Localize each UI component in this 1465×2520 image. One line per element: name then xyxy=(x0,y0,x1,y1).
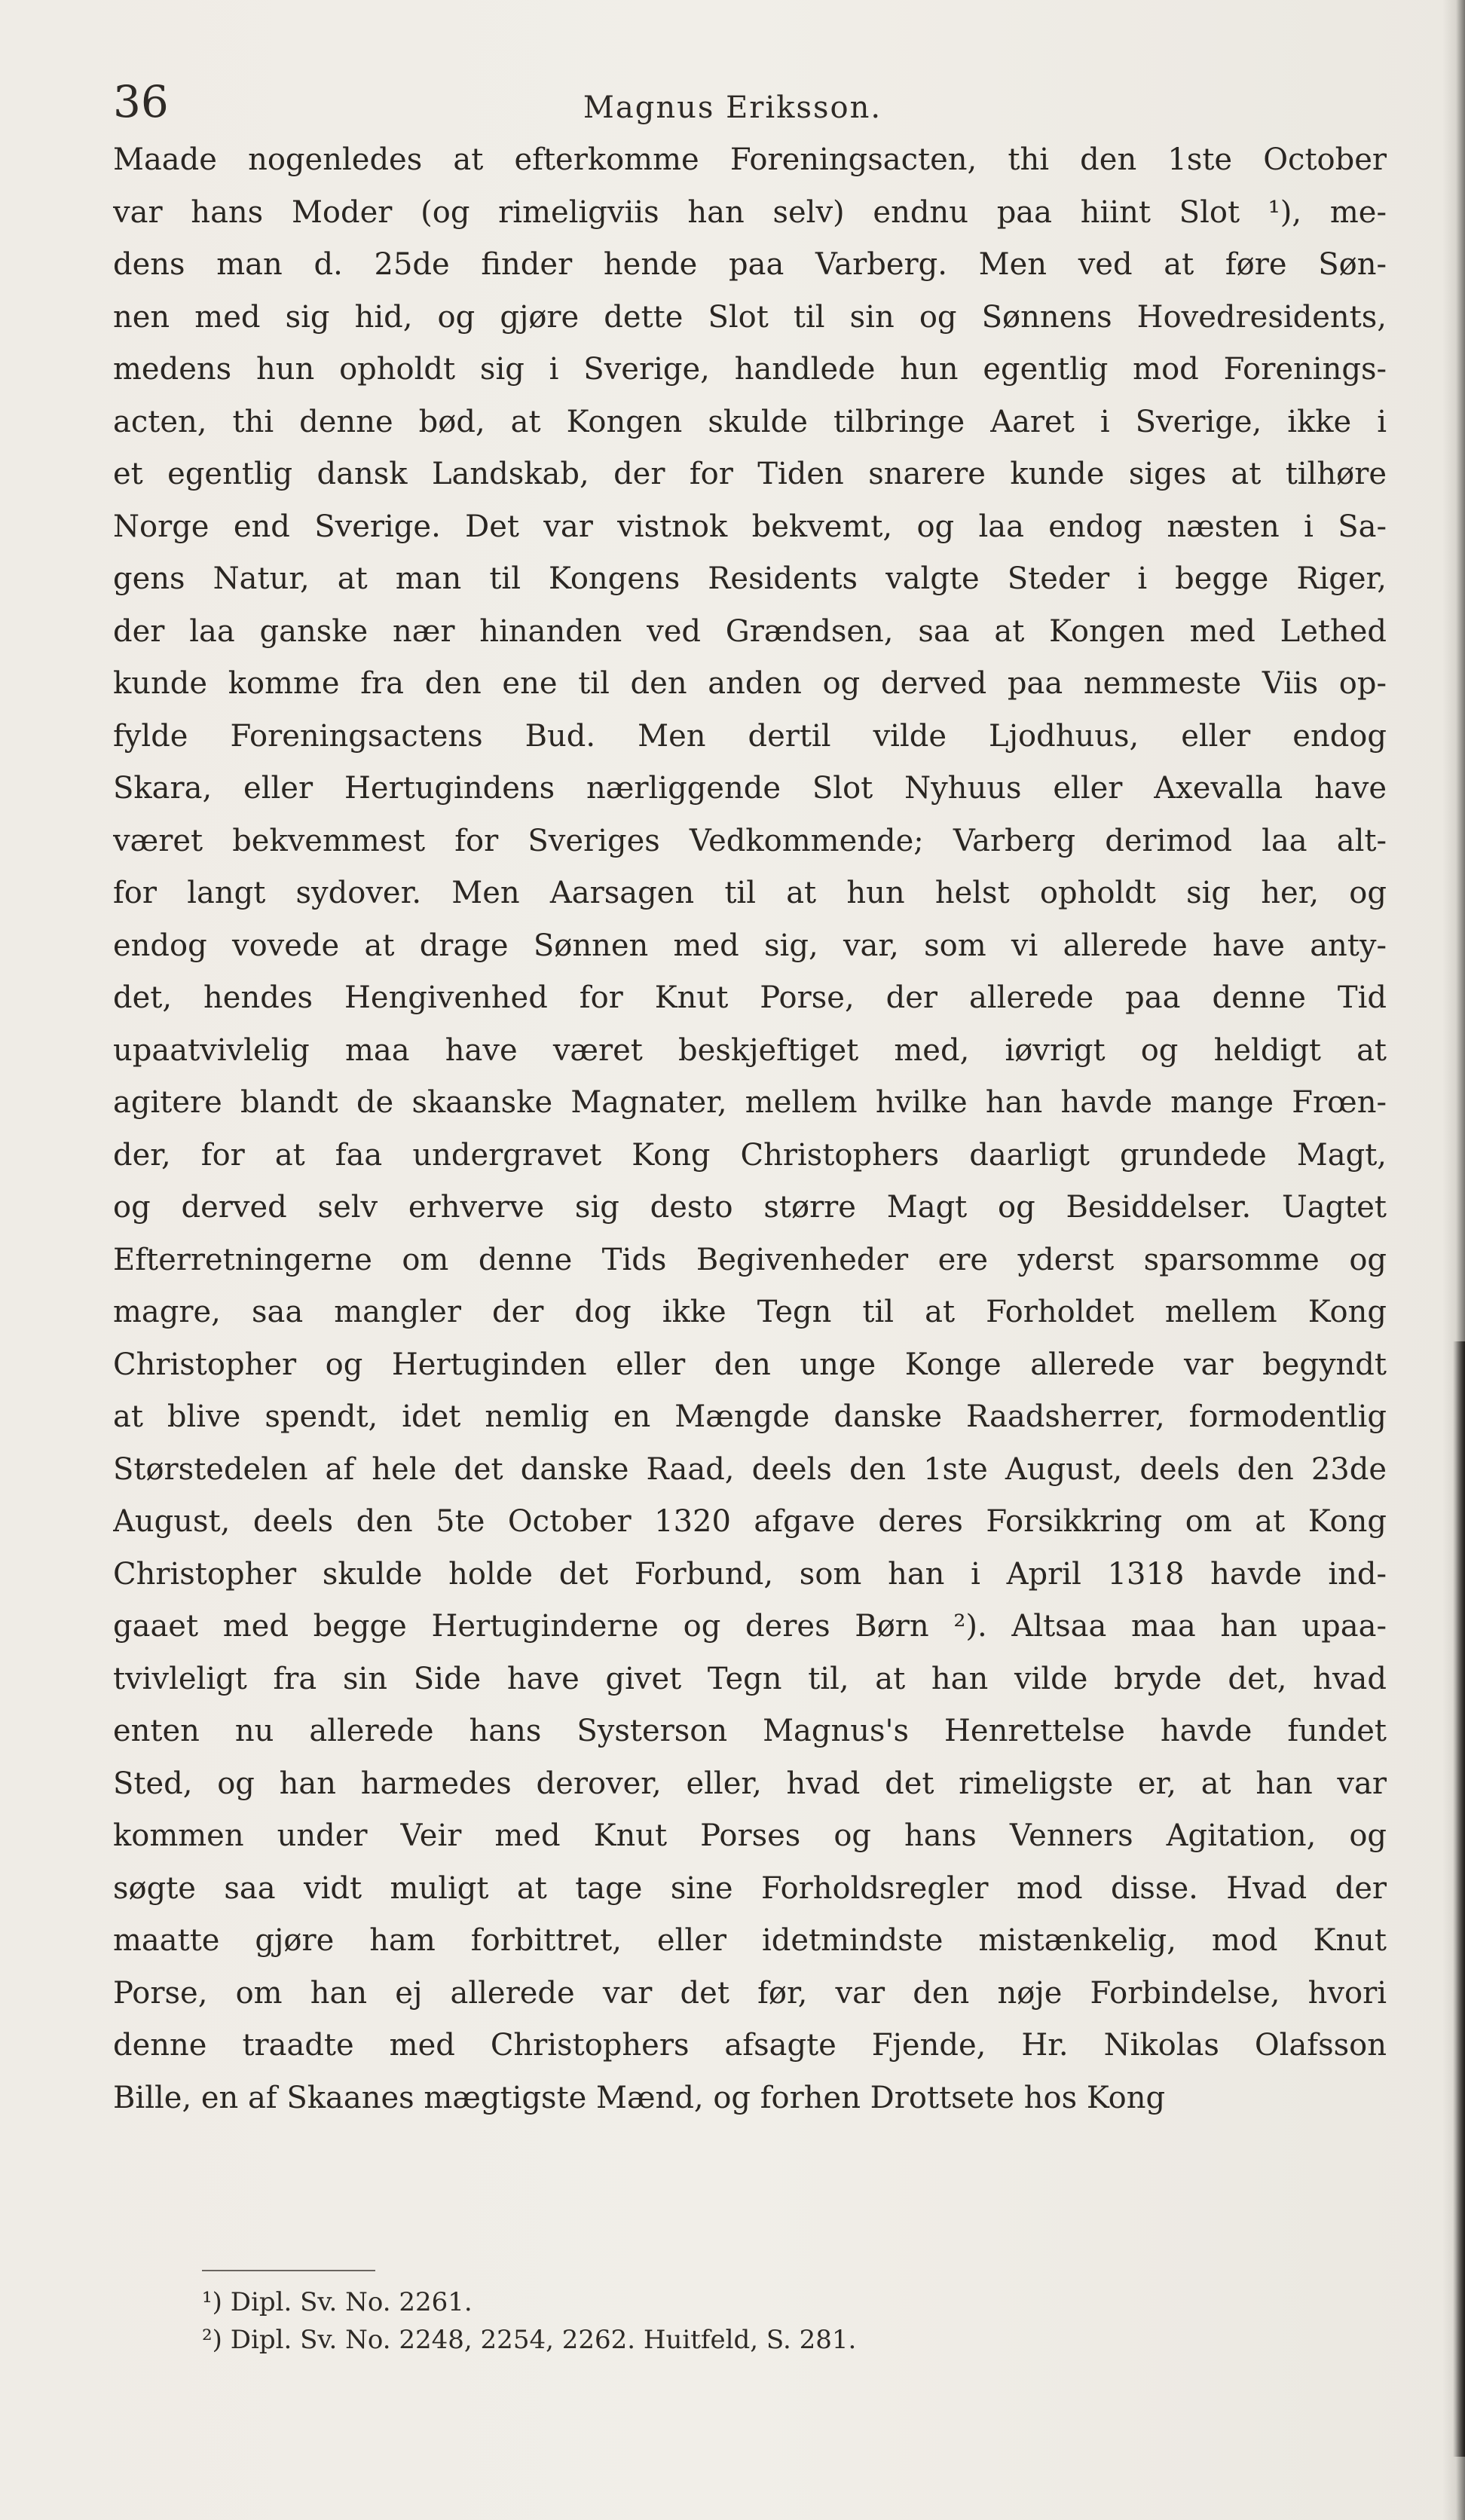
text-line: Norge end Sverige. Det var vistnok bekvemt, og laa endog næsten i Sa- xyxy=(113,509,1387,544)
text-line: maatte gjøre ham forbittret, eller idetmindste mistænkelig, mod Knut xyxy=(113,1923,1387,1958)
text-line: for langt sydover. Men Aarsagen til at hun helst opholdt sig her, og xyxy=(113,876,1387,910)
footnote: ¹) Dipl. Sv. No. 2261. xyxy=(202,2287,473,2317)
text-line: fylde Foreningsactens Bud. Men dertil vilde Ljodhuus, eller endog xyxy=(113,718,1387,754)
text-line: Christopher og Hertuginden eller den unge Konge allerede var begyndt xyxy=(113,1347,1387,1382)
footnote: ²) Dipl. Sv. No. 2248, 2254, 2262. Huitfeld, S. 281. xyxy=(202,2325,857,2355)
running-header: Magnus Eriksson. xyxy=(583,90,882,125)
page-number: 36 xyxy=(113,76,169,127)
text-line: dens man d. 25de finder hende paa Varberg. Men ved at føre Søn- xyxy=(113,247,1387,282)
text-line: endog vovede at drage Sønnen med sig, var, som vi allerede have anty- xyxy=(113,928,1387,963)
text-line: magre, saa mangler der dog ikke Tegn til at Forholdet mellem Kong xyxy=(113,1295,1387,1329)
footnotes xyxy=(202,2283,1257,2359)
text-line: nen med sig hid, og gjøre dette Slot til sin og Sønnens Hovedresidents, xyxy=(113,299,1387,335)
footnote-rule xyxy=(202,2270,375,2271)
text-line: kommen under Veir med Knut Porses og hans Venners Agitation, og xyxy=(113,1818,1387,1853)
text-line: kunde komme fra den ene til den anden og derved paa nemmeste Viis op- xyxy=(113,666,1387,701)
text-line: Efterretningerne om denne Tids Begivenheder ere yderst sparsomme og xyxy=(113,1242,1387,1277)
text-line: Skara, eller Hertugindens nærliggende Slot Nyhuus eller Axevalla have xyxy=(113,771,1387,806)
text-line: at blive spendt, idet nemlig en Mængde danske Raadsherrer, formodentlig xyxy=(113,1399,1387,1434)
text-line: enten nu allerede hans Systerson Magnus's Henrettelse havde fundet xyxy=(113,1714,1387,1748)
text-line: acten, thi denne bød, at Kongen skulde tilbringe Aaret i Sverige, ikke i xyxy=(113,404,1387,439)
text-line: Maade nogenledes at efterkomme Foreningsacten, thi den 1ste October xyxy=(113,142,1387,177)
text-line: Størstedelen af hele det danske Raad, deels den 1ste August, deels den 23de xyxy=(113,1451,1387,1487)
body-text xyxy=(113,134,1387,2320)
text-line: Christopher skulde holde det Forbund, som han i April 1318 havde ind- xyxy=(113,1556,1387,1592)
text-line: upaatvivlelig maa have været beskjeftiget med, iøvrigt og heldigt at xyxy=(113,1032,1387,1068)
text-line: et egentlig dansk Landskab, der for Tiden snarere kunde siges at tilhøre xyxy=(113,457,1387,491)
text-line: der, for at faa undergravet Kong Christophers daarligt grundede Magt, xyxy=(113,1137,1387,1173)
text-line: var hans Moder (og rimeligviis han selv) endnu paa hiint Slot ¹), me- xyxy=(113,194,1387,230)
text-line: August, deels den 5te October 1320 afgave deres Forsikkring om at Kong xyxy=(113,1504,1387,1539)
text-line: det, hendes Hengivenhed for Knut Porse, der allerede paa denne Tid xyxy=(113,980,1387,1015)
text-line: denne traadte med Christophers afsagte Fjende, Hr. Nikolas Olafsson xyxy=(113,2028,1387,2063)
text-line: søgte saa vidt muligt at tage sine Forholdsregler mod disse. Hvad der xyxy=(113,1870,1387,1906)
text-line: agitere blandt de skaanske Magnater, mellem hvilke han havde mange Frœn- xyxy=(113,1085,1387,1120)
text-line: tvivleligt fra sin Side have givet Tegn til, at han vilde bryde det, hvad xyxy=(113,1661,1387,1696)
text-line: og derved selv erhverve sig desto større Magt og Besiddelser. Uagtet xyxy=(113,1190,1387,1225)
text-line: der laa ganske nær hinanden ved Grændsen, saa at Kongen med Lethed xyxy=(113,613,1387,649)
text-line: Sted, og han harmedes derover, eller, hvad det rimeligste er, at han var xyxy=(113,1766,1387,1801)
text-line: gens Natur, at man til Kongens Residents valgte Steder i begge Riger, xyxy=(113,561,1387,596)
text-line: Porse, om han ej allerede var det før, var den nøje Forbindelse, hvori xyxy=(113,1975,1387,2011)
text-line: medens hun opholdt sig i Sverige, handlede hun egentlig mod Forenings- xyxy=(113,352,1387,387)
text-line: gaaet med begge Hertuginderne og deres Børn ²). Altsaa maa han upaa- xyxy=(113,1609,1387,1644)
binding-shadow xyxy=(1453,1341,1465,2457)
text-line: været bekvemmest for Sveriges Vedkommende; Varberg derimod laa alt- xyxy=(113,823,1387,858)
text-line: Bille, en af Skaanes mægtigste Mænd, og forhen Drottsete hos Kong xyxy=(113,2080,1166,2115)
